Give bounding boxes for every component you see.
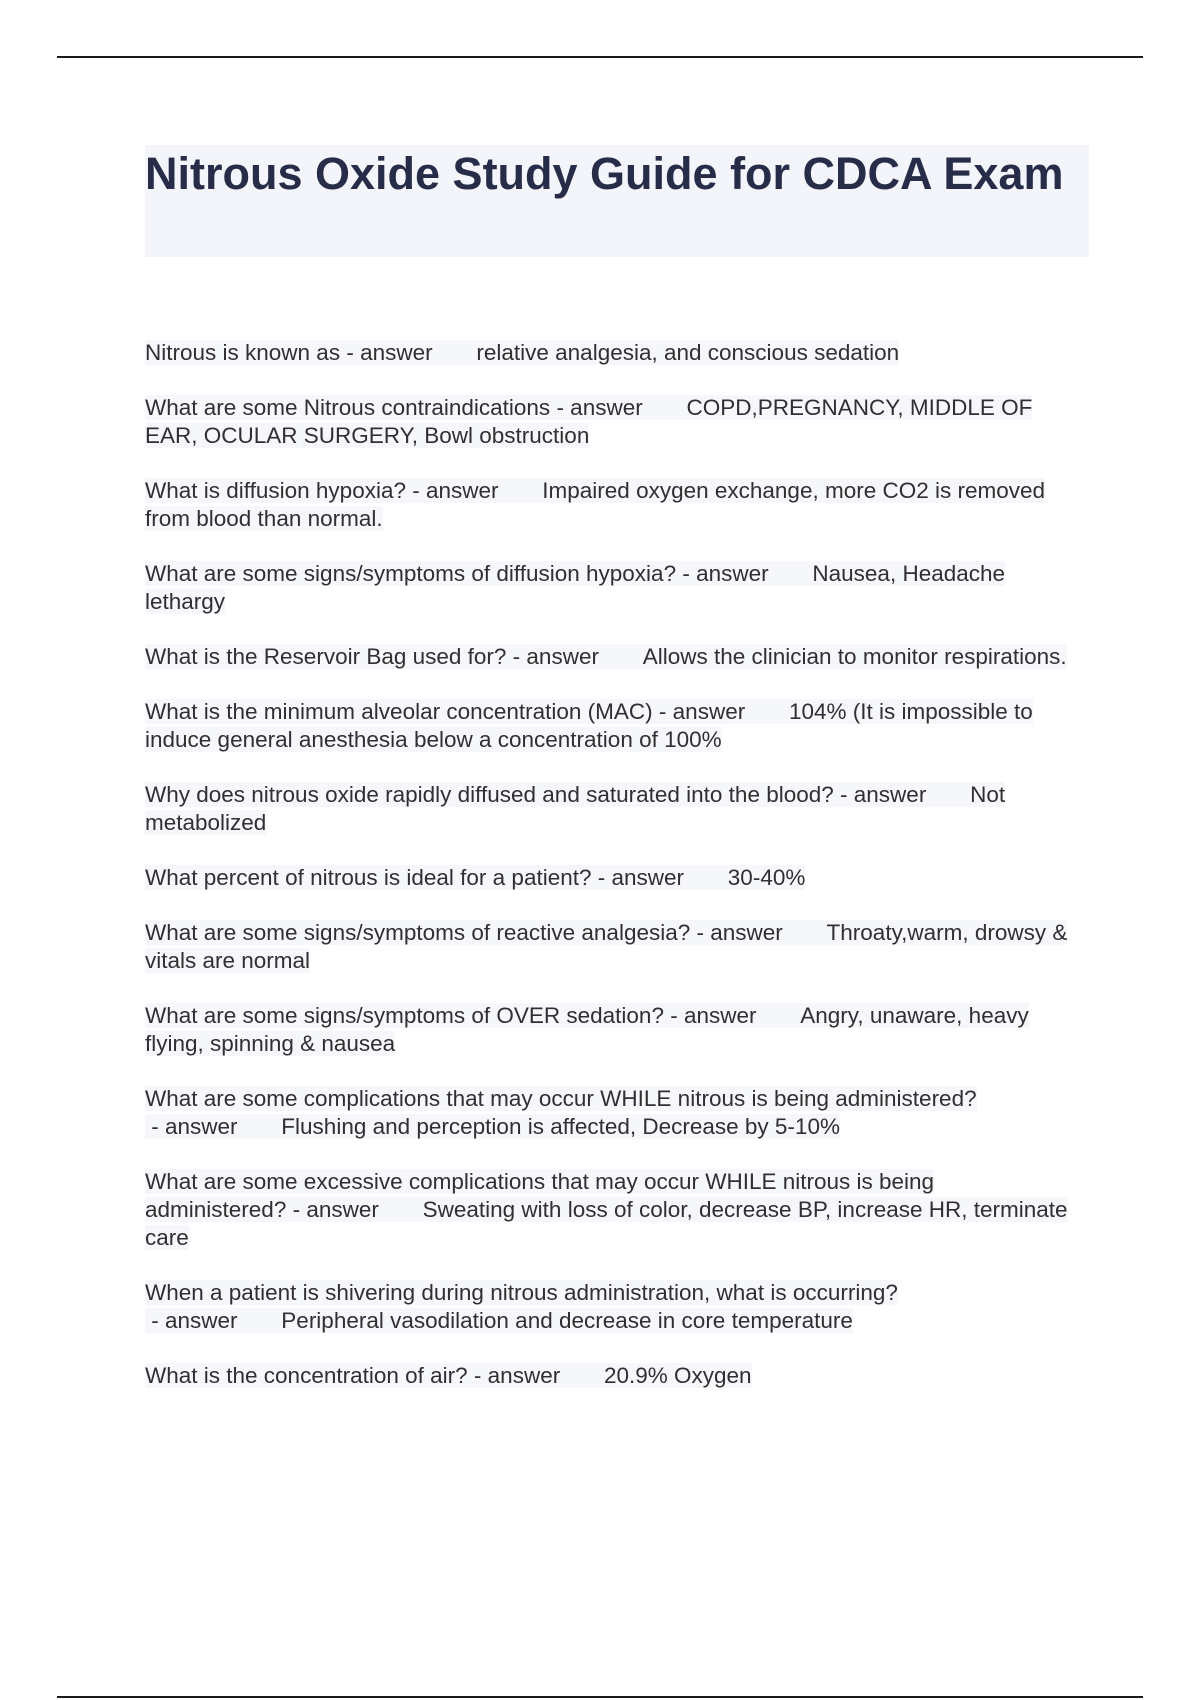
qa-item: [145, 864, 1075, 892]
qa-item: [145, 698, 1075, 754]
qa-item: [145, 1168, 1075, 1252]
qa-item: [145, 1002, 1075, 1058]
answer-separator: - answer: [405, 478, 505, 503]
question-text: Why does nitrous oxide rapidly diffused and saturated into the blood?: [145, 782, 834, 807]
answer-text: Not metabolized: [145, 782, 1006, 835]
question-text: What are some signs/symptoms of OVER sedation?: [145, 1003, 664, 1028]
qa-item: [145, 1279, 1075, 1335]
question-text: What is the Reservoir Bag used for?: [145, 644, 507, 669]
qa-item: [145, 781, 1075, 837]
question-text: When a patient is shivering during nitrous administration, what is occurring?: [145, 1280, 898, 1305]
page-title: Nitrous Oxide Study Guide for CDCA Exam: [145, 148, 1064, 199]
question-text: What are some signs/symptoms of diffusion hypoxia?: [145, 561, 677, 586]
question-text: What percent of nitrous is ideal for a patient?: [145, 865, 592, 890]
answer-text: Flushing and perception is affected, Decrease by 5-10%: [281, 1114, 840, 1139]
qa-item: [145, 1085, 1075, 1141]
answer-separator: - answer: [145, 1114, 244, 1139]
answer-separator: - answer: [286, 1197, 386, 1222]
answer-separator: - answer: [676, 561, 775, 586]
qa-item: [145, 339, 1075, 367]
answer-text: COPD,PREGNANCY, MIDDLE OF EAR, OCULAR SURGERY, Bowl obstruction: [145, 395, 1033, 448]
answer-text: Peripheral vasodilation and decrease in core temperature: [281, 1308, 853, 1333]
qa-item: [145, 643, 1075, 671]
answer-text: Sweating with loss of color, decrease BP, increase HR, terminate care: [145, 1197, 1068, 1250]
question-text: What are some excessive complications that may occur WHILE nitrous is being administered?: [145, 1169, 935, 1222]
answer-separator: - answer: [663, 1003, 763, 1028]
question-text: What are some signs/symptoms of reactive analgesia?: [145, 920, 691, 945]
answer-text: Angry, unaware, heavy flying, spinning & nausea: [145, 1003, 1029, 1056]
answer-text: Nausea, Headache lethargy: [145, 561, 1006, 614]
answer-text: relative analgesia, and conscious sedation: [476, 340, 900, 365]
qa-item: [145, 1362, 1075, 1390]
answer-separator: - answer: [591, 865, 691, 890]
qa-item: [145, 560, 1075, 616]
qa-item: [145, 394, 1075, 450]
qa-item: [145, 477, 1075, 533]
question-text: What is the concentration of air?: [145, 1363, 468, 1388]
answer-text: Impaired oxygen exchange, more CO2 is removed from blood than normal.: [145, 478, 1046, 531]
title-block: [145, 145, 1089, 257]
answer-text: 20.9% Oxygen: [603, 1363, 752, 1388]
answer-separator: - answer: [652, 699, 752, 724]
answer-text: 30-40%: [727, 865, 806, 890]
answer-text: 104% (It is impossible to induce general anesthesia below a concentration of 100%: [145, 699, 1033, 752]
answer-separator: - answer: [506, 644, 606, 669]
question-text: What is the minimum alveolar concentration (MAC): [145, 699, 653, 724]
qa-item: [145, 919, 1075, 975]
qa-list: [145, 339, 1075, 1417]
answer-separator: - answer: [690, 920, 790, 945]
bottom-rule: [57, 1696, 1143, 1698]
answer-separator: - answer: [340, 340, 439, 365]
answer-separator: - answer: [550, 395, 649, 420]
question-text: What are some Nitrous contraindications: [145, 395, 551, 420]
answer-separator: - answer: [833, 782, 933, 807]
question-text: Nitrous is known as: [145, 340, 341, 365]
answer-separator: - answer: [467, 1363, 567, 1388]
question-text: What are some complications that may occur WHILE nitrous is being administered?: [145, 1086, 977, 1111]
question-text: What is diffusion hypoxia?: [145, 478, 406, 503]
answer-text: Throaty,warm, drowsy & vitals are normal: [145, 920, 1068, 973]
top-rule: [57, 56, 1143, 58]
answer-separator: - answer: [145, 1308, 244, 1333]
answer-text: Allows the clinician to monitor respirations.: [642, 644, 1067, 669]
